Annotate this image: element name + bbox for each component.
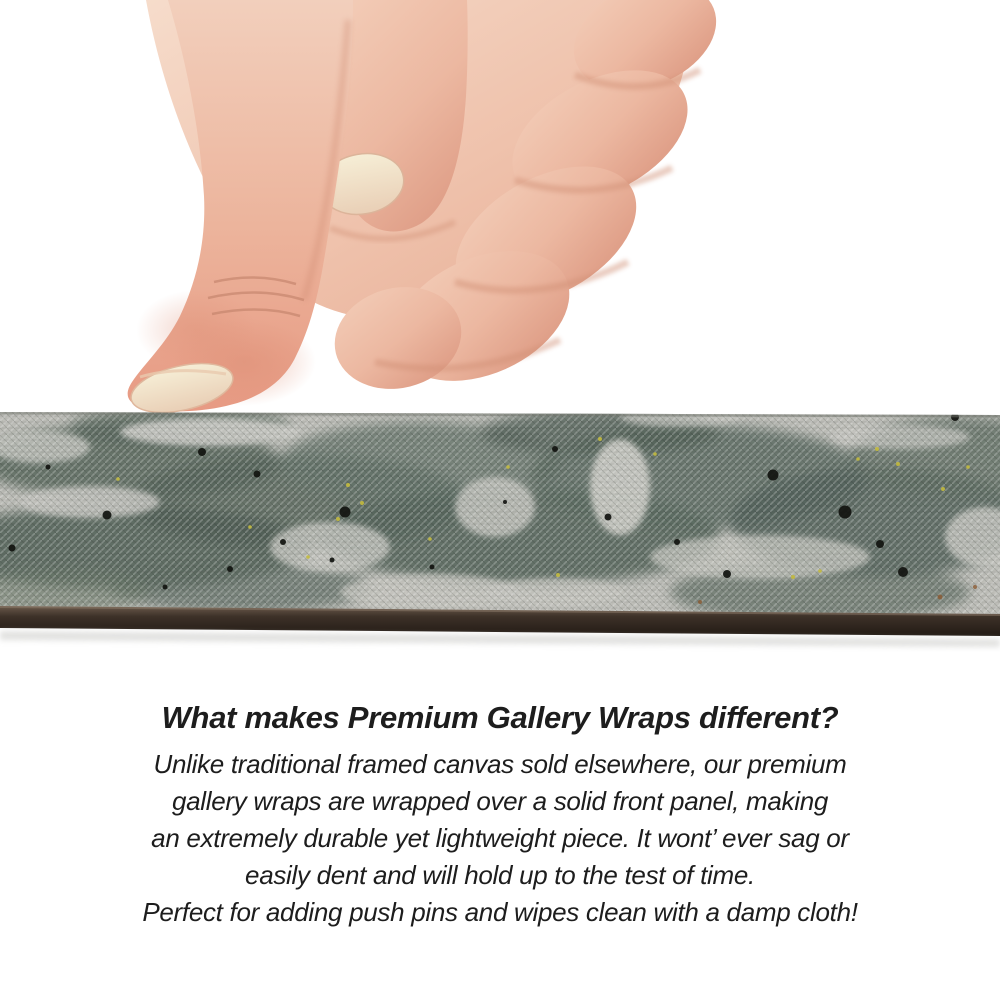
description-line-1: Unlike traditional framed canvas sold elsewhere, our premium — [153, 749, 847, 779]
canvas-texture — [0, 407, 1000, 622]
description-heading: What makes Premium Gallery Wraps different? — [161, 700, 839, 735]
description-line-5: Perfect for adding push pins and wipes clean with a damp cloth! — [142, 897, 858, 927]
canvas-strip-image — [0, 407, 1000, 652]
description-line-4: easily dent and will hold up to the test of time. — [245, 860, 755, 890]
description-line-2: gallery wraps are wrapped over a solid front panel, making — [171, 786, 829, 816]
description-section — [0, 700, 1000, 931]
description-line-3: an extremely durable yet lightweight piece. It wont’ ever sag or — [151, 823, 849, 853]
hand-image — [0, 0, 1000, 420]
